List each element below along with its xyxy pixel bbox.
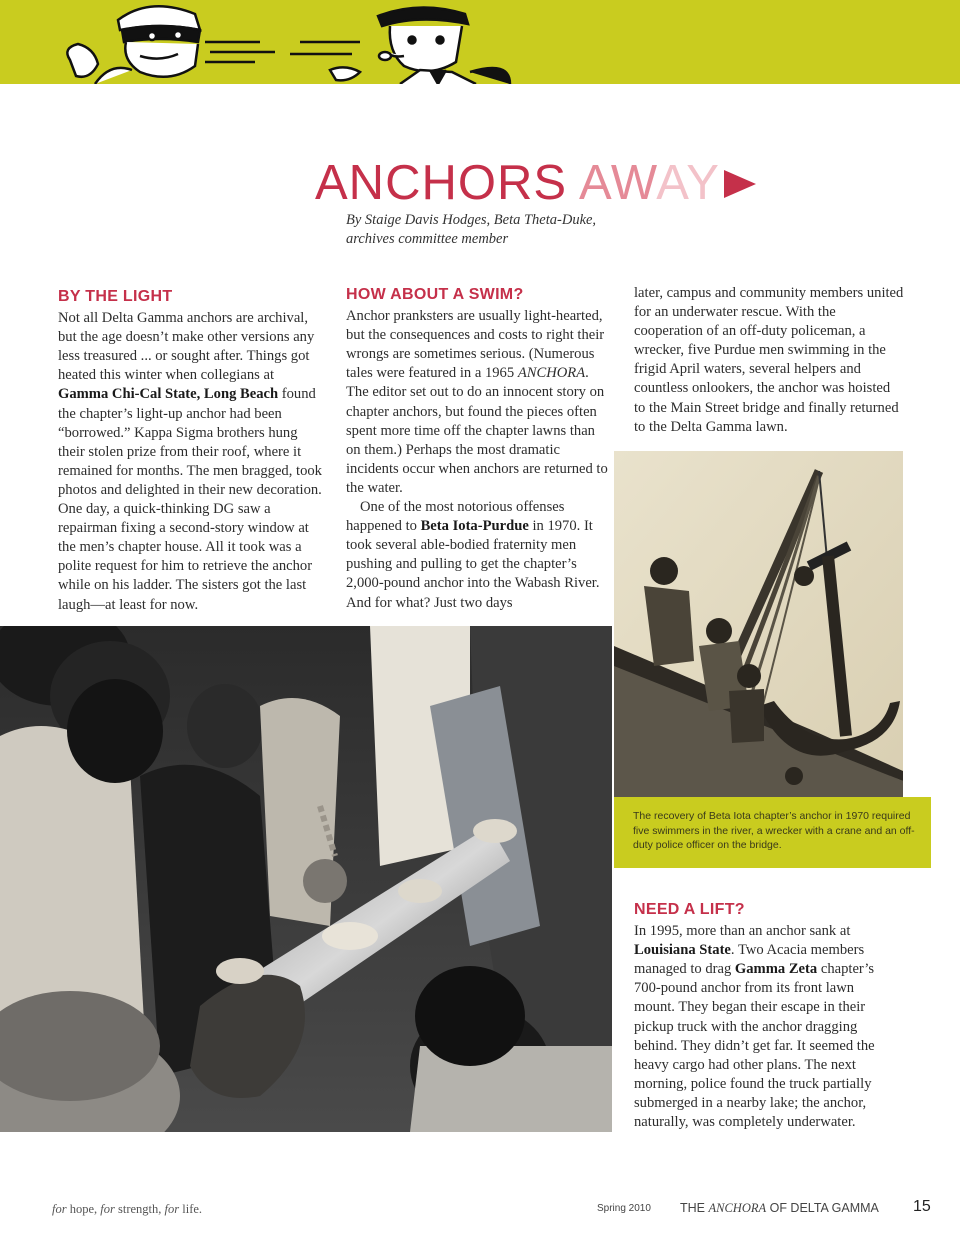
text-run: found the chapter’s light-up anchor had been “borrowed.” Kappa Sigma brothers hung their stolen prize from their roof, where it remained for months. The men bragged, took photos and delighted in their new decoration. One day, a quick-thinking DG saw a repairman fixing a second-story window at the men’s chapter house. All it took was a polite request for him to retrieve the anchor while on his ladder. The sisters got the last laugh—at least for now.: [58, 386, 322, 613]
byline-line-1: By Staige Davis Hodges, Beta Theta-Duke,: [346, 212, 597, 228]
section-heading-how-about-a-swim: HOW ABOUT A SWIM?: [346, 286, 524, 303]
section-heading-by-the-light: BY THE LIGHT: [58, 288, 173, 305]
column-by-the-light: [58, 287, 322, 615]
text-run: in 1970. It took several able-bodied fraternity men pushing and pulling to get the chapter’s 2,000-pound anchor into the Wabash River. And for what? Just two days: [346, 518, 600, 611]
page-number: 15: [913, 1198, 931, 1215]
motto-for: for: [164, 1202, 180, 1216]
text-run: One of the most notorious offenses happened to: [346, 499, 565, 535]
text-run: Anchor pranksters are usually light-hearted, but the consequences and costs to right their wrongs are sometimes serious. (Numerous tales were featured in a 1965: [346, 308, 605, 382]
paragraph: [634, 922, 896, 1132]
column-need-a-lift: [634, 900, 896, 1132]
magazine-suffix: OF DELTA GAMMA: [766, 1201, 879, 1215]
motto-word: hope,: [66, 1202, 101, 1216]
motto-for: for: [52, 1202, 67, 1216]
photo-caption: The recovery of Beta Iota chapter’s anchor in 1970 required five swimmers in the river, a wrecker with a crane and an off-duty police officer on the bridge.: [614, 797, 931, 868]
article-title: [315, 155, 720, 211]
magazine-title: ANCHORA: [708, 1201, 767, 1215]
cartoon-illustration: [0, 0, 960, 84]
text-run: In 1995, more than an anchor sank at: [634, 923, 851, 940]
paragraph: [58, 309, 322, 615]
text-run: chapter’s 700-pound anchor from its front lawn mount. They began their escape in their pickup truck with the anchor dragging behind. They didn’t get far. It seemed the heavy cargo had other plans. The next morning, police found the truck partially submerged in a nearby lake; the anchor, naturally, was completely underwater.: [634, 961, 875, 1131]
motto-word: strength,: [114, 1202, 165, 1216]
text-run: Not all Delta Gamma anchors are archival, but the age doesn’t make other versions any less treasured ... or sought after. Things got heated this winter when collegians at: [58, 310, 315, 384]
photo-crane-hoisting-anchor: [614, 451, 903, 797]
paragraph: [346, 307, 610, 498]
section-heading-need-a-lift: NEED A LIFT?: [634, 901, 745, 918]
byline-line-2: archives committee member: [346, 231, 509, 247]
magazine-name: ANCHORA: [517, 365, 586, 382]
title-part-2: AW: [578, 156, 657, 210]
motto-for: for: [100, 1202, 115, 1216]
footer-magazine-name: [680, 1201, 879, 1216]
header-banner: [0, 0, 960, 84]
footer-issue: Spring 2010: [597, 1203, 651, 1214]
magazine-prefix: THE: [680, 1201, 709, 1215]
triangle-right-icon: [724, 170, 756, 198]
column-how-about-a-swim: [346, 285, 610, 613]
chapter-name: Gamma Zeta: [734, 961, 818, 978]
text-run: . Two Acacia members managed to drag: [634, 942, 865, 978]
paragraph: later, campus and community members united for an underwater rescue. With the cooperation of an off-duty policeman, a wrecker, five Purdue men swimming in the frigid April waters, several helpers and countless onlookers, the anchor was hoisted to the Main Street bridge and finally returned to the Delta Gamma lawn.: [634, 285, 904, 435]
school-name: Louisiana State: [634, 942, 731, 959]
footer-motto: [52, 1202, 202, 1217]
chapter-name: Beta Iota-Purdue: [420, 518, 529, 535]
chapter-name: Gamma Chi-Cal State, Long Beach: [58, 386, 279, 403]
photo-crowd-carrying-anchor: [0, 626, 612, 1132]
motto-word: life.: [179, 1202, 203, 1216]
title-part-1: ANCHORS: [315, 156, 568, 210]
byline: [346, 211, 626, 249]
column-continued: [634, 284, 904, 437]
paragraph: [346, 498, 610, 613]
text-run: . The editor set out to do an innocent story on chapter anchors, but found the pieces often spent more time off the chapter lawns than on them.) Perhaps the most dramatic incidents occur when anchors are returned to the water.: [346, 365, 608, 496]
title-part-3: AY: [656, 156, 720, 210]
